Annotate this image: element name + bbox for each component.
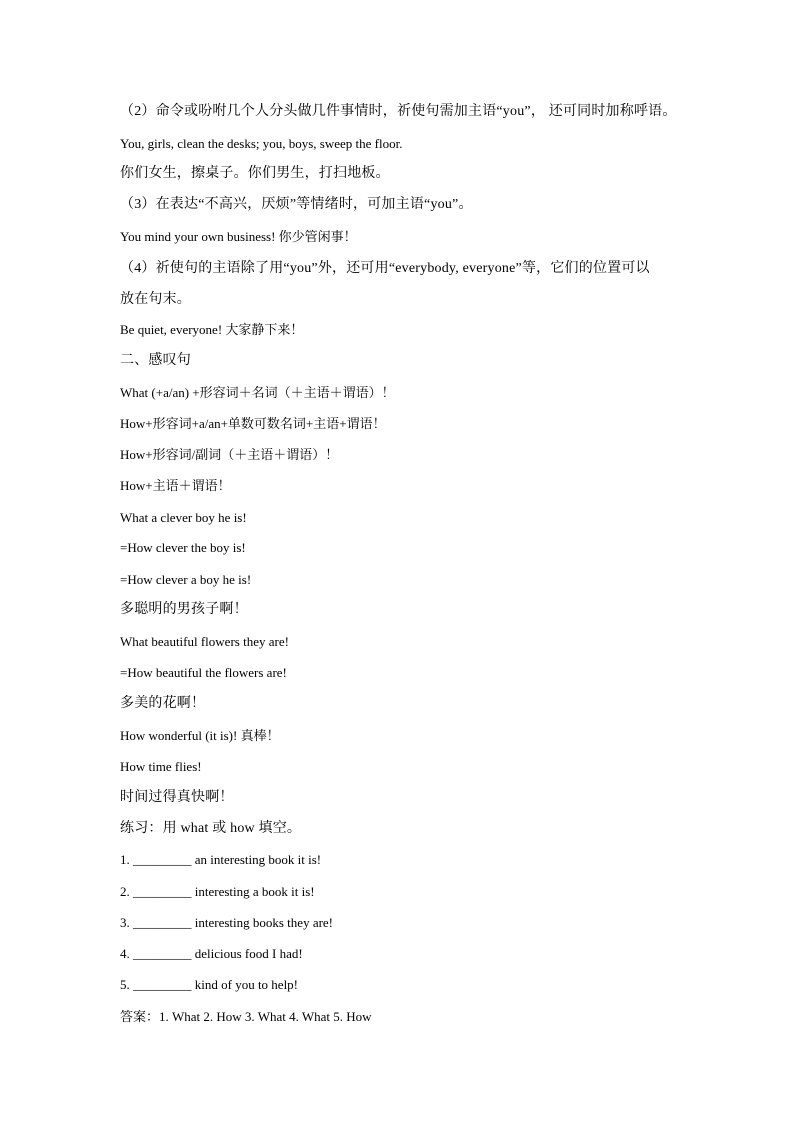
- example-how-clever-1: =How clever the boy is!: [120, 540, 246, 555]
- example-time-translation: 时间过得真快啊！: [120, 790, 234, 805]
- section-heading-exclamatory: 二、感叹句: [120, 353, 191, 368]
- exercise-item-4: 4. _________ delicious food I had!: [120, 946, 303, 961]
- imperative-rule-4-line1: （4）祈使句的主语除了用“you”外，还可用“everybody, everyone”等，它们的位置可以: [120, 261, 650, 276]
- exercise-heading: 练习：用 what 或 how 填空。: [120, 821, 302, 836]
- pattern-how-adj-a-noun: How+形容词+a/an+单数可数名词+主语+谓语！: [120, 416, 386, 431]
- pattern-what: What (+a/an) +形容词＋名词（＋主语＋谓语）！: [120, 385, 395, 400]
- pattern-how-adj-adv: How+形容词/副词（＋主语＋谓语）！: [120, 447, 339, 462]
- imperative-example-4: Be quiet, everyone! 大家静下来！: [120, 322, 304, 337]
- imperative-example-2-en: You, girls, clean the desks; you, boys, sweep the floor.: [120, 136, 403, 151]
- exercise-item-5: 5. _________ kind of you to help!: [120, 977, 299, 992]
- imperative-rule-2: （2）命令或吩咐几个人分头做几件事情时，祈使句需加主语“you”， 还可同时加称呼语。: [120, 104, 677, 119]
- exercise-answers: 答案：1. What 2. How 3. What 4. What 5. How: [120, 1009, 372, 1024]
- example-how-time-flies: How time flies!: [120, 759, 202, 774]
- example-how-clever-2: =How clever a boy he is!: [120, 572, 252, 587]
- imperative-rule-3: （3）在表达“不高兴，厌烦”等情绪时，可加主语“you”。: [120, 197, 473, 212]
- exercise-item-3: 3. _________ interesting books they are!: [120, 915, 334, 930]
- example-beautiful-translation: 多美的花啊！: [120, 696, 206, 711]
- example-what-clever: What a clever boy he is!: [120, 510, 247, 525]
- example-how-beautiful: =How beautiful the flowers are!: [120, 665, 287, 680]
- pattern-how-subject: How+主语＋谓语！: [120, 478, 231, 493]
- imperative-example-3: You mind your own business! 你少管闲事！: [120, 229, 357, 244]
- imperative-rule-4-line2: 放在句末。: [120, 292, 191, 307]
- example-how-wonderful: How wonderful (it is)! 真棒！: [120, 728, 280, 743]
- example-clever-translation: 多聪明的男孩子啊！: [120, 602, 248, 617]
- exercise-item-2: 2. _________ interesting a book it is!: [120, 884, 315, 899]
- imperative-example-2-cn: 你们女生，擦桌子。你们男生，打扫地板。: [120, 166, 390, 181]
- exercise-item-1: 1. _________ an interesting book it is!: [120, 852, 322, 867]
- example-what-beautiful: What beautiful flowers they are!: [120, 634, 289, 649]
